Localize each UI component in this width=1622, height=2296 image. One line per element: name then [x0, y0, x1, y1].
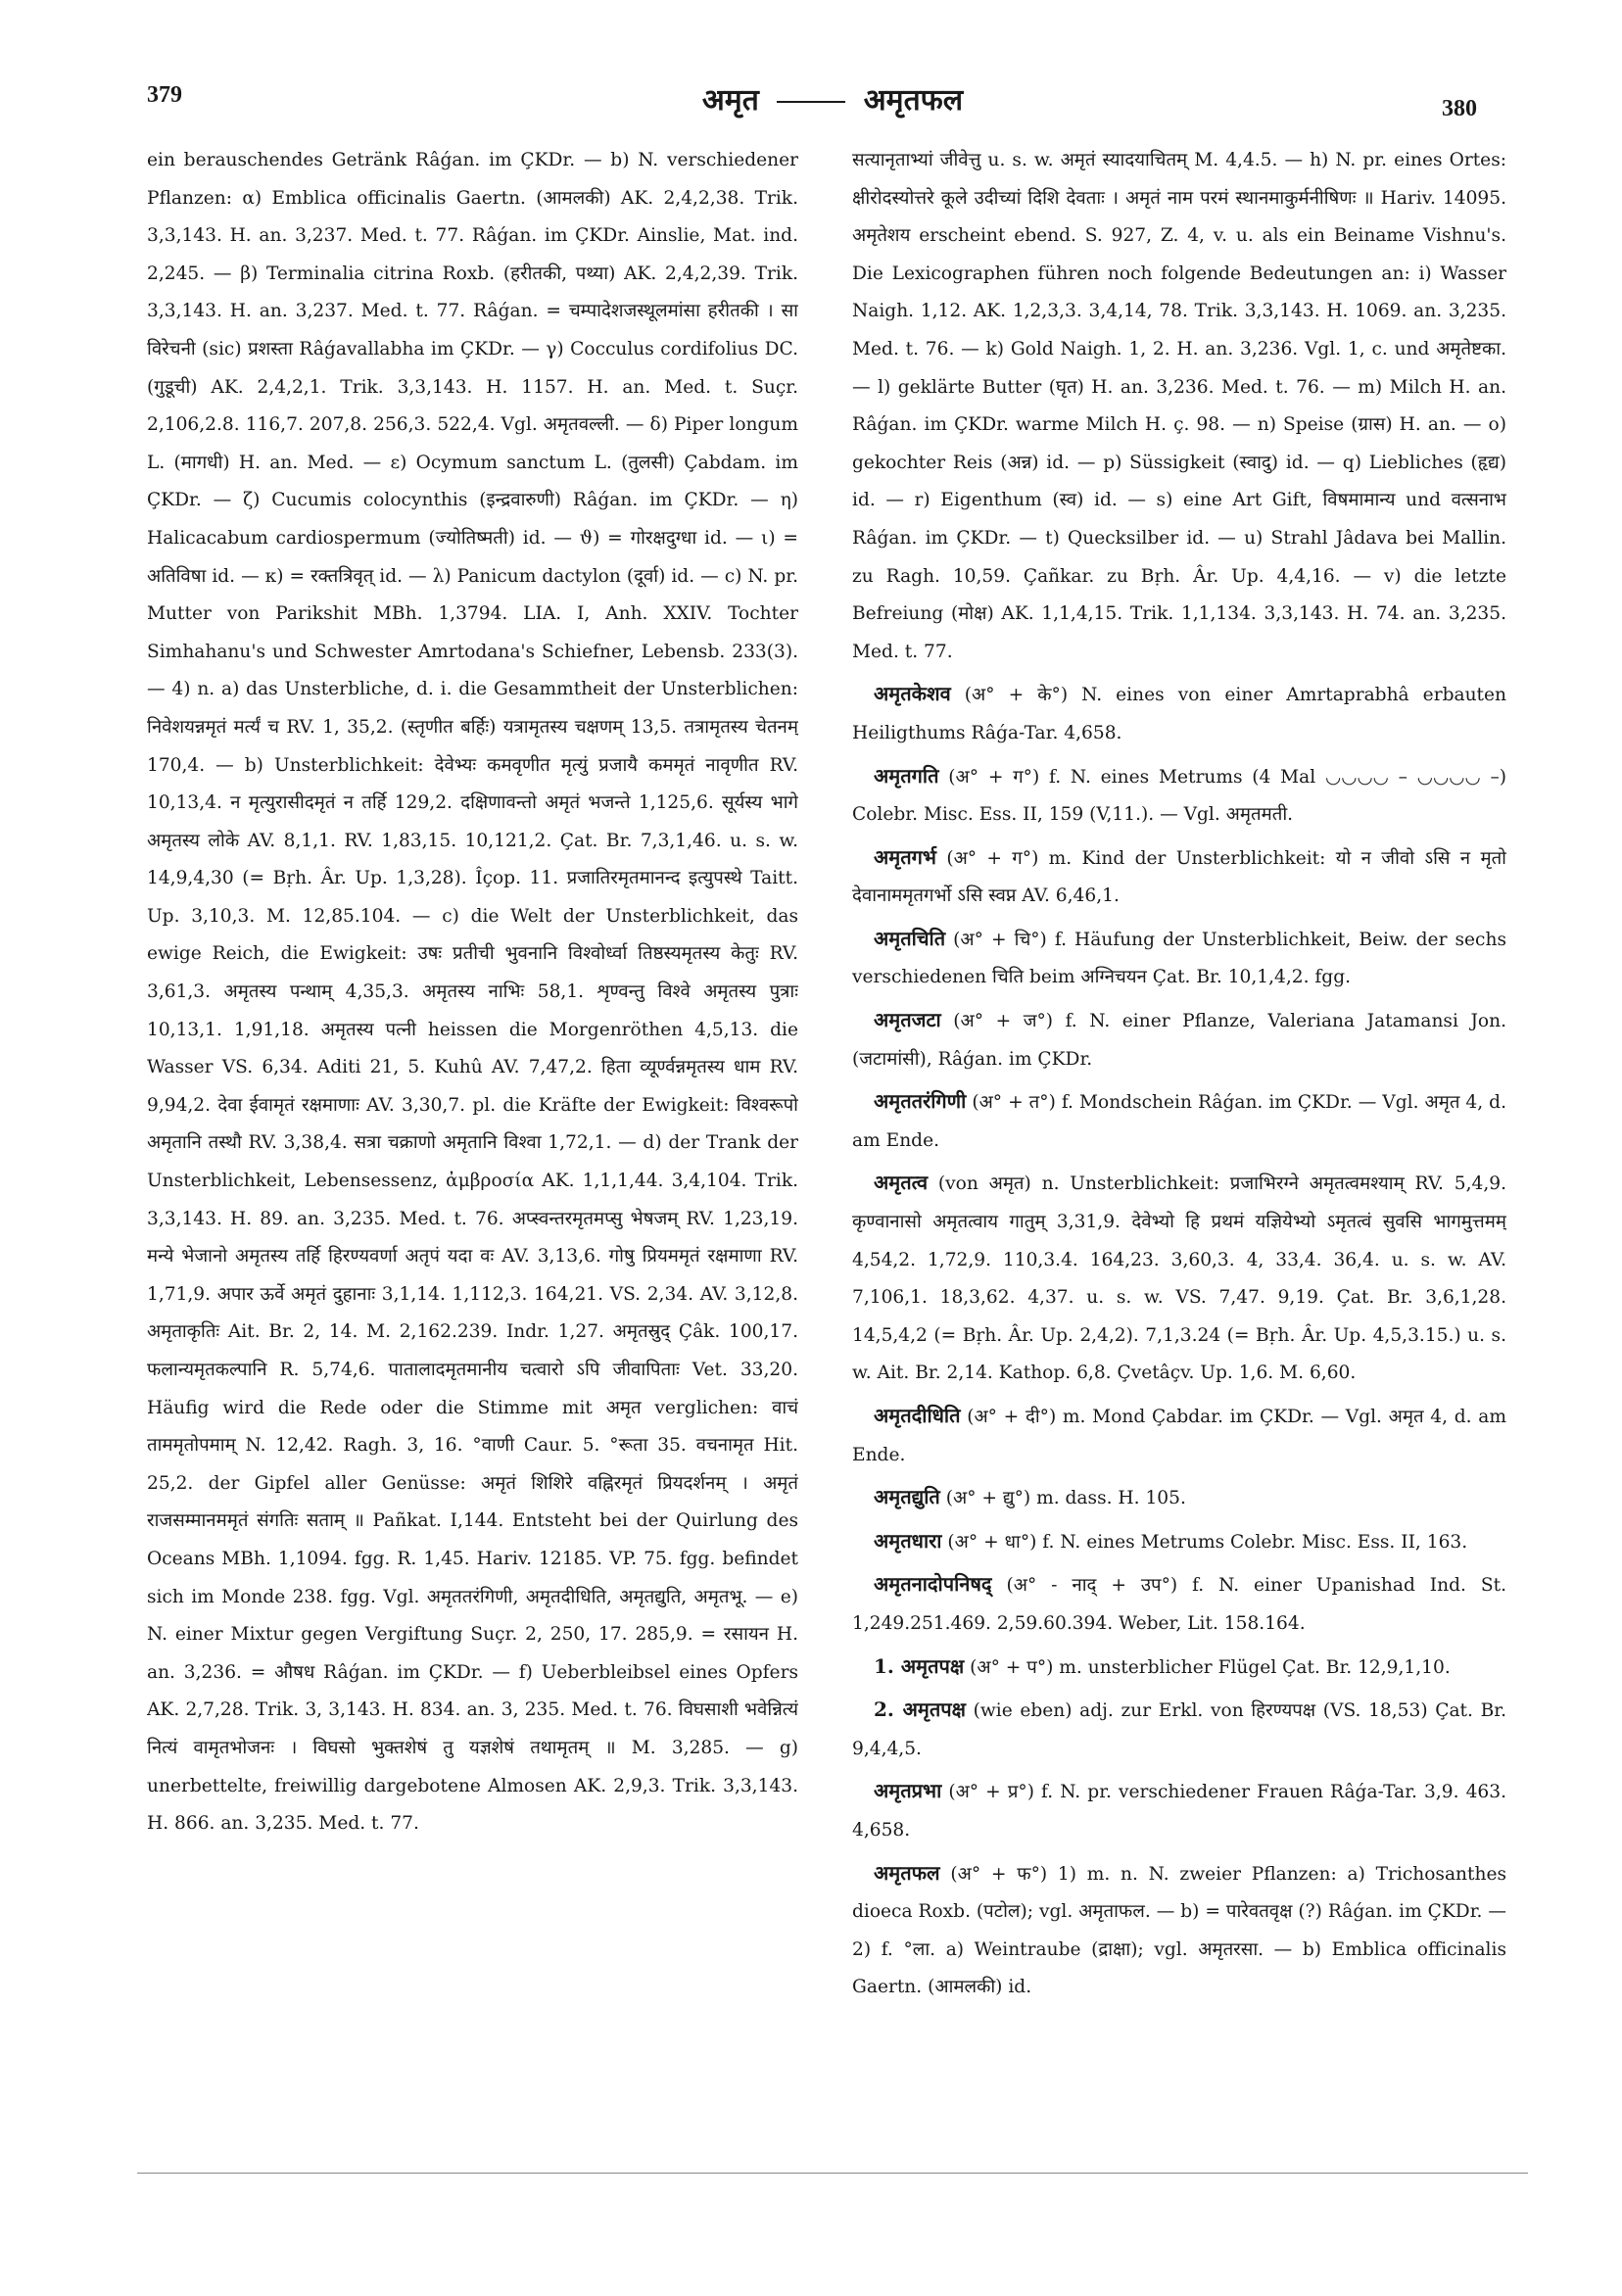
dictionary-entry — [852, 1082, 1506, 1160]
running-head — [588, 78, 1077, 119]
running-head-left: अमृत — [701, 83, 759, 118]
entry-headword: 1. अमृतपक्ष — [874, 1653, 965, 1678]
dictionary-entry — [852, 1397, 1506, 1474]
entry-list — [852, 675, 1506, 2007]
entry-text: (अ° + धा°) f. N. eines Metrums Colebr. Misc. Ess. II, 163. — [947, 1531, 1468, 1553]
dictionary-entry — [852, 1478, 1506, 1518]
entry-headword: अमृतजटा — [874, 1008, 941, 1032]
dictionary-entry — [852, 1854, 1506, 2007]
entry-text: (अ° + के°) N. eines von einer Amrtaprabhâ erbauten Heiligthums Râǵa-Tar. 4,658. — [852, 685, 1506, 743]
entry-headword: अमृतधारा — [874, 1528, 942, 1553]
dictionary-entry — [852, 838, 1506, 916]
entry-text: (अ° + द्यु°) m. dass. H. 105. — [945, 1488, 1186, 1509]
entry-text: (wie eben) adj. zur Erkl. von हिरण्यपक्ष (VS. 18,53) Çat. Br. 9,4,4,5. — [852, 1700, 1506, 1759]
entry-text: (अ° + चि°) f. Häufung der Unsterblichkeit, Beiw. der sechs verschiedenen चिति beim अग्निचयन Çat. Br. 10,1,4,2. fgg. — [852, 929, 1506, 988]
entry-text: (अ° + प्र°) f. N. pr. verschiedener Frauen Râǵa-Tar. 3,9. 463. 4,658. — [852, 1782, 1506, 1841]
dictionary-entry — [852, 1565, 1506, 1643]
entry-headword: अमृतत्व — [874, 1171, 929, 1195]
entry-text: (अ° + दी°) m. Mond Çabdar. im ÇKDr. — Vgl. अमृत 4, d. am Ende. — [852, 1407, 1506, 1465]
bottom-rule — [137, 2173, 1528, 2174]
running-head-dash — [777, 101, 845, 103]
entry-text: (अ° + फ°) 1) m. n. N. zweier Pflanzen: a) Trichosanthes dioeca Roxb. (पटोल); vgl. अमृताफल. — b) = पारेवतवृक्ष (?) Râǵan. im ÇKDr. — 2) f. °ला. a) Weintraube (द्राक्षा); vgl. अमृतरसा. — b) Emblica officinalis Gaertn. (आमलकी) id. — [852, 1863, 1506, 1998]
dictionary-entry — [852, 1522, 1506, 1562]
dictionary-entry — [852, 1691, 1506, 1768]
entry-headword: अमृतकेशव — [874, 682, 951, 706]
entry-headword: अमृतगर्भ — [874, 844, 936, 869]
entry-text: (von अमृत) n. Unsterblichkeit: प्रजाभिरग्ने अमृतत्वमश्याम् RV. 5,4,9. कृण्वानासो अमृतत्वाय गातुम् 3,31,9. देवेभ्यो हि प्रथमं यज्ञियेभ्यो ऽमृतत्वं सुवसि भागमुत्तमम् 4,54,2. 1,72,9. 110,3.4. 164,23. 3,60,3. 4, 33,4. 36,4. u. s. w. AV. 7,106,1. 18,3,62. 4,37. u. s. w. VS. 7,47. 9,19. Çat. Br. 3,6,1,28. 14,5,4,2 (= Bṛh. Âr. Up. 2,4,2). 7,1,3.24 (= Bṛh. Âr. Up. 4,5,3.15.) u. s. w. Ait. Br. 2,14. Kathop. 6,8. Çvetâçv. Up. 1,6. M. 6,60. — [852, 1173, 1506, 1384]
entry-text: (अ° + ज°) f. N. einer Pflanze, Valeriana Jatamansi Jon. (जटामांसी), Râǵan. im ÇKDr. — [852, 1011, 1506, 1070]
entry-text: (अ° + प°) m. unsterblicher Flügel Çat. Br. 12,9,1,10. — [970, 1656, 1451, 1678]
entry-text: (अ° + त°) f. Mondschein Râǵan. im ÇKDr. — Vgl. अमृत 4, d. am Ende. — [852, 1092, 1506, 1151]
right-column-intro: सत्यानृताभ्यां जीवेत्तु u. s. w. अमृतं स्यादयाचितम् M. 4,4.5. — h) N. pr. eines Ortes: क्षीरोदस्योत्तरे कूले उदीच्यां दिशि देवताः । अमृतं नाम परमं स्थानमाकुर्मनीषिणः ॥ Hariv. 14095. अमृतेशय erscheint ebend. S. 927, Z. 4, v. u. als ein Beiname Vishnu's. Die Lexicographen führen noch folgende Bedeutungen an: i) Wasser Naigh. 1,12. AK. 1,2,3,3. 3,4,14, 78. Trik. 3,3,143. H. 1069. an. 3,235. Med. t. 76. — k) Gold Naigh. 1, 2. H. an. 3,236. Vgl. 1, c. und अमृतेष्टका. — l) geklärte Butter (घृत) H. an. 3,236. Med. t. 76. — m) Milch H. an. Râǵan. im ÇKDr. warme Milch H. ç. 98. — n) Speise (ग्रास) H. an. — o) gekochter Reis (अन्न) id. — p) Süssigkeit (स्वादु) id. — q) Liebliches (हृद्य) id. — r) Eigenthum (स्व) id. — s) eine Art Gift, विषमामान्य und वत्सनाभ Râǵan. im ÇKDr. — t) Quecksilber id. — u) Strahl Jâdava bei Mallin. zu Ragh. 10,59. Çañkar. zu Bṛh. Âr. Up. 4,4,16. — v) die letzte Befreiung (मोक्ष) AK. 1,1,4,15. Trik. 1,1,134. 3,3,143. H. 74. an. 3,235. Med. t. 77. — [852, 150, 1506, 662]
entry-text: (अ° + ग°) f. N. eines Metrums (4 Mal ◡◡◡◡ – ◡◡◡◡ –) Colebr. Misc. Ess. II, 159 (V,11.). — Vgl. अमृतमती. — [852, 766, 1506, 826]
entry-headword: अमृतफल — [874, 1860, 940, 1885]
entry-headword: अमृतदीधिति — [874, 1404, 961, 1427]
dictionary-entry — [852, 920, 1506, 997]
entry-text: (अ° + ग°) m. Kind der Unsterblichkeit: यो न जीवो ऽसि न मृतो देवानाममृतगर्भो ऽसि स्वप्न AV. 6,46,1. — [852, 847, 1506, 907]
dictionary-entry — [852, 675, 1506, 752]
entry-headword: अमृतगति — [874, 763, 939, 788]
dictionary-entry — [852, 1001, 1506, 1078]
dictionary-entry — [852, 1164, 1506, 1393]
entry-headword: अमृतचिति — [874, 926, 946, 950]
left-column — [147, 142, 798, 2086]
entry-headword: 2. अमृतपक्ष — [874, 1698, 966, 1722]
entry-text: (अ° - नाद् + उप°) f. N. einer Upanishad Ind. St. 1,249.251.469. 2,59.60.394. Weber, Lit. 158.164. — [852, 1575, 1506, 1634]
running-head-right: अमृतफल — [863, 83, 964, 118]
right-column — [852, 142, 1506, 2086]
dictionary-entry — [852, 1648, 1506, 1688]
dictionary-entry — [852, 1772, 1506, 1849]
left-column-text: ein berauschendes Getränk Râǵan. im ÇKDr. — b) N. verschiedener Pflanzen: α) Emblica officinalis Gaertn. (आमलकी) AK. 2,4,2,38. Trik. 3,3,143. H. an. 3,237. Med. t. 77. Râǵan. im ÇKDr. Ainslie, Mat. ind. 2,245. — β) Terminalia citrina Roxb. (हरीतकी, पथ्या) AK. 2,4,2,39. Trik. 3,3,143. H. an. 3,237. Med. t. 77. Râǵan. = चम्पादेशजस्थूलमांसा हरीतकी । सा विरेचनी (sic) प्रशस्ता Râǵavallabha im ÇKDr. — γ) Cocculus cordifolius DC. (गुडूची) AK. 2,4,2,1. Trik. 3,3,143. H. 1157. H. an. Med. t. Suçr. 2,106,2.8. 116,7. 207,8. 256,3. 522,4. Vgl. अमृतवल्ली. — δ) Piper longum L. (मागधी) H. an. Med. — ε) Ocymum sanctum L. (तुलसी) Çabdam. im ÇKDr. — ζ) Cucumis colocynthis (इन्द्रवारुणी) Râǵan. im ÇKDr. — η) Halicacabum cardiospermum (ज्योतिष्मती) id. — ϑ) = गोरक्षदुग्धा id. — ι) = अतिविषा id. — κ) = रक्तत्रिवृत् id. — λ) Panicum dactylon (दूर्वा) id. — c) N. pr. Mutter von Parikshit MBh. 1,3794. LIA. I, Anh. XXIV. Tochter Simhahanu's und Schwester Amrtodana's Schiefner, Lebensb. 233(3). — 4) n. a) das Unsterbliche, d. i. die Gesammtheit der Unsterblichen: निवेशयन्नमृतं मर्त्यं च RV. 1, 35,2. (स्तृणीत बर्हिः) यत्रामृतस्य चक्षणम् 13,5. तत्रामृतस्य चेतनम् 170,4. — b) Unsterblichkeit: देवेभ्यः कमवृणीत मृत्युं प्रजायै कममृतं नावृणीत RV. 10,13,4. न मृत्युरासीदमृतं न तर्हि 129,2. दक्षिणावन्तो अमृतं भजन्ते 1,125,6. सूर्यस्य भागे अमृतस्य लोके AV. 8,1,1. RV. 1,83,15. 10,121,2. Çat. Br. 7,3,1,46. u. s. w. 14,9,4,30 (= Bṛh. Âr. Up. 1,3,28). Îçop. 11. प्रजातिरमृतमानन्द इत्युपस्थे Taitt. Up. 3,10,3. M. 12,85.104. — c) die Welt der Unsterblichkeit, das ewige Reich, die Ewigkeit: उषः प्रतीची भुवनानि विश्वोर्ध्वा तिष्ठस्यमृतस्य केतुः RV. 3,61,3. अमृतस्य पन्थाम् 4,35,3. अमृतस्य नाभिः 58,1. शृण्वन्तु विश्वे अमृतस्य पुत्राः 10,13,1. 1,91,18. अमृतस्य पत्नी heissen die Morgenröthen 4,5,13. die Wasser VS. 6,34. Aditi 21, 5. Kuhû AV. 7,47,2. हिता व्यूर्ण्वन्नमृतस्य धाम RV. 9,94,2. देवा ईवामृतं रक्षमाणाः AV. 3,30,7. pl. die Kräfte der Ewigkeit: विश्वरूपो अमृतानि तस्थौ RV. 3,38,4. सत्रा चक्राणो अमृतानि विश्वा 1,72,1. — d) der Trank der Unsterblichkeit, Lebensessenz, ἀμβροσία AK. 1,1,1,44. 3,4,104. Trik. 3,3,143. H. 89. an. 3,235. Med. t. 76. अप्स्वन्तरमृतमप्सु भेषजम् RV. 1,23,19. मन्ये भेजानो अमृतस्य तर्हि हिरण्यवर्णा अतृपं यदा वः AV. 3,13,6. गोषु प्रियममृतं रक्षमाणा RV. 1,71,9. अपार ऊर्वे अमृतं दुहानाः 3,1,14. 1,112,3. 164,21. VS. 2,34. AV. 3,12,8. अमृताकृतिः Ait. Br. 2, 14. M. 2,162.239. Indr. 1,27. अमृतस्रुद् Çâk. 100,17. फलान्यमृतकल्पानि R. 5,74,6. पातालादमृतमानीय चत्वारो ऽपि जीवापिताः Vet. 33,20. Häufig wird die Rede oder die Stimme mit अमृत verglichen: वाचं ताममृतोपमाम् N. 12,42. Ragh. 3, 16. °वाणी Caur. 5. °रूता 35. वचनामृत Hit. 25,2. der Gipfel aller Genüsse: अमृतं शिशिरे वह्निरमृतं प्रियदर्शनम् । अमृतं राजसम्मानममृतं संगतिः सताम् ॥ Pañkat. I,144. Entsteht bei der Quirlung des Oceans MBh. 1,1094. fgg. R. 1,45. Hariv. 12185. VP. 75. fgg. befindet sich im Monde 238. fgg. Vgl. अमृततरंगिणी, अमृतदीधिति, अमृतद्युति, अमृतभू. — e) N. einer Mixtur gegen Vergiftung Suçr. 2, 250, 17. 285,9. = रसायन H. an. 3,236. = औषध Râǵan. im ÇKDr. — f) Ueberbleibsel eines Opfers AK. 2,7,28. Trik. 3, 3,143. H. 834. an. 3, 235. Med. t. 76. विघसाशी भवेन्नित्यं नित्यं वामृतभोजनः । विघसो भुक्तशेषं तु यज्ञशेषं तथामृतम् ॥ M. 3,285. — g) unerbettelte, freiwillig dargebotene Almosen AK. 2,9,3. Trik. 3,3,143. H. 866. an. 3,235. Med. t. 77. — [147, 150, 798, 1835]
dictionary-entry — [852, 757, 1506, 835]
entry-headword: अमृतनादोपनिषद् — [874, 1572, 992, 1597]
page-number-left: 379 — [147, 82, 182, 108]
page-number-right: 380 — [1442, 96, 1477, 121]
entry-headword: अमृततरंगिणी — [874, 1089, 967, 1114]
entry-headword: अमृतप्रभा — [874, 1779, 942, 1803]
entry-headword: अमृतद्युति — [874, 1485, 940, 1509]
